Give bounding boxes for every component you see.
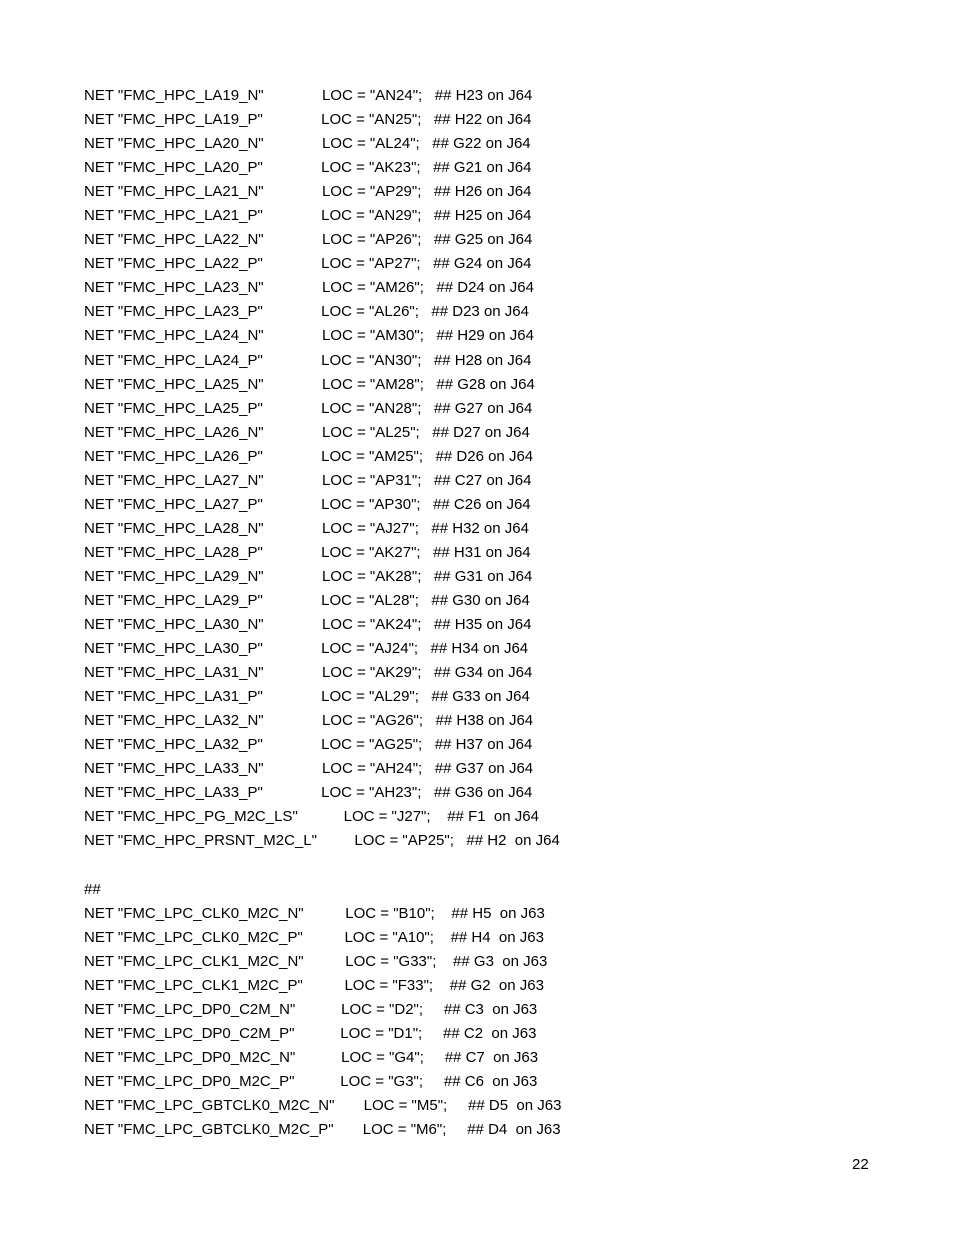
constraint-line: NET "FMC_LPC_DP0_C2M_N" LOC = "D2"; ## C3 on J63: [84, 1000, 538, 1018]
constraint-line: NET "FMC_HPC_LA19_P" LOC = "AN25"; ## H22 on J64: [84, 111, 532, 129]
constraint-line: NET "FMC_LPC_CLK0_M2C_P" LOC = "A10"; ## H4 on J63: [84, 928, 544, 946]
constraint-listing: [84, 84, 561, 1142]
constraint-line: NET "FMC_HPC_PRSNT_M2C_L" LOC = "AP25"; ## H2 on J64: [84, 832, 560, 850]
constraint-line: NET "FMC_HPC_LA28_N" LOC = "AJ27"; ## H32 on J64: [84, 519, 529, 537]
constraint-line: NET "FMC_HPC_LA33_P" LOC = "AH23"; ## G36 on J64: [84, 784, 533, 802]
constraint-line: NET "FMC_HPC_LA21_P" LOC = "AN29"; ## H25 on J64: [84, 207, 532, 225]
page-number: 22: [852, 1156, 869, 1173]
constraint-line: NET "FMC_HPC_LA20_N" LOC = "AL24"; ## G22 on J64: [84, 135, 531, 153]
constraint-line: NET "FMC_LPC_CLK1_M2C_P" LOC = "F33"; ## G2 on J63: [84, 976, 544, 994]
constraint-line: NET "FMC_HPC_LA32_P" LOC = "AG25"; ## H37 on J64: [84, 736, 533, 754]
constraint-line: NET "FMC_LPC_DP0_M2C_N" LOC = "G4"; ## C7 on J63: [84, 1048, 539, 1066]
constraint-line: NET "FMC_HPC_LA26_N" LOC = "AL25"; ## D27 on J64: [84, 423, 530, 441]
constraint-line: NET "FMC_HPC_LA29_N" LOC = "AK28"; ## G31 on J64: [84, 567, 533, 585]
constraint-line: NET "FMC_HPC_LA31_P" LOC = "AL29"; ## G33 on J64: [84, 688, 530, 706]
constraint-line: NET "FMC_HPC_LA31_N" LOC = "AK29"; ## G34 on J64: [84, 664, 533, 682]
constraint-line: NET "FMC_LPC_GBTCLK0_M2C_N" LOC = "M5"; ## D5 on J63: [84, 1096, 562, 1114]
constraint-line: NET "FMC_HPC_LA27_P" LOC = "AP30"; ## C26 on J64: [84, 495, 531, 513]
constraint-line: NET "FMC_LPC_DP0_M2C_P" LOC = "G3"; ## C6 on J63: [84, 1072, 538, 1090]
constraint-line: NET "FMC_HPC_LA25_P" LOC = "AN28"; ## G27 on J64: [84, 399, 533, 417]
constraint-line: ##: [84, 880, 101, 898]
constraint-line: NET "FMC_HPC_LA27_N" LOC = "AP31"; ## C27 on J64: [84, 471, 532, 489]
constraint-line: NET "FMC_HPC_LA30_N" LOC = "AK24"; ## H35 on J64: [84, 616, 532, 634]
constraint-line: NET "FMC_HPC_LA23_P" LOC = "AL26"; ## D23 on J64: [84, 303, 529, 321]
constraint-line: NET "FMC_HPC_LA22_P" LOC = "AP27"; ## G24 on J64: [84, 255, 532, 273]
constraint-line: NET "FMC_HPC_LA24_N" LOC = "AM30"; ## H29 on J64: [84, 327, 534, 345]
constraint-line: NET "FMC_HPC_LA29_P" LOC = "AL28"; ## G30 on J64: [84, 591, 530, 609]
constraint-line: NET "FMC_HPC_LA33_N" LOC = "AH24"; ## G37 on J64: [84, 760, 534, 778]
constraint-line: NET "FMC_HPC_LA32_N" LOC = "AG26"; ## H38 on J64: [84, 712, 534, 730]
constraint-line: NET "FMC_LPC_DP0_C2M_P" LOC = "D1"; ## C2 on J63: [84, 1024, 537, 1042]
constraint-line: NET "FMC_HPC_LA30_P" LOC = "AJ24"; ## H34 on J64: [84, 640, 529, 658]
constraint-line: NET "FMC_LPC_CLK1_M2C_N" LOC = "G33"; ## G3 on J63: [84, 952, 548, 970]
constraint-line: [84, 854, 561, 878]
constraint-line: NET "FMC_HPC_LA20_P" LOC = "AK23"; ## G21 on J64: [84, 159, 532, 177]
constraint-line: NET "FMC_HPC_LA19_N" LOC = "AN24"; ## H23 on J64: [84, 87, 533, 104]
constraint-line: NET "FMC_HPC_LA28_P" LOC = "AK27"; ## H31 on J64: [84, 543, 531, 561]
constraint-line: NET "FMC_HPC_LA22_N" LOC = "AP26"; ## G25 on J64: [84, 231, 533, 249]
constraint-line: NET "FMC_HPC_LA26_P" LOC = "AM25"; ## D26 on J64: [84, 447, 534, 465]
constraint-line: NET "FMC_LPC_GBTCLK0_M2C_P" LOC = "M6"; ## D4 on J63: [84, 1121, 561, 1139]
constraint-line: NET "FMC_HPC_PG_M2C_LS" LOC = "J27"; ## F1 on J64: [84, 808, 539, 826]
constraint-line: NET "FMC_HPC_LA23_N" LOC = "AM26"; ## D24 on J64: [84, 279, 534, 297]
constraint-line: NET "FMC_HPC_LA25_N" LOC = "AM28"; ## G28 on J64: [84, 375, 535, 393]
constraint-line: NET "FMC_LPC_CLK0_M2C_N" LOC = "B10"; ## H5 on J63: [84, 904, 545, 922]
constraint-line: NET "FMC_HPC_LA21_N" LOC = "AP29"; ## H26 on J64: [84, 183, 532, 201]
constraint-line: NET "FMC_HPC_LA24_P" LOC = "AN30"; ## H28 on J64: [84, 351, 532, 369]
